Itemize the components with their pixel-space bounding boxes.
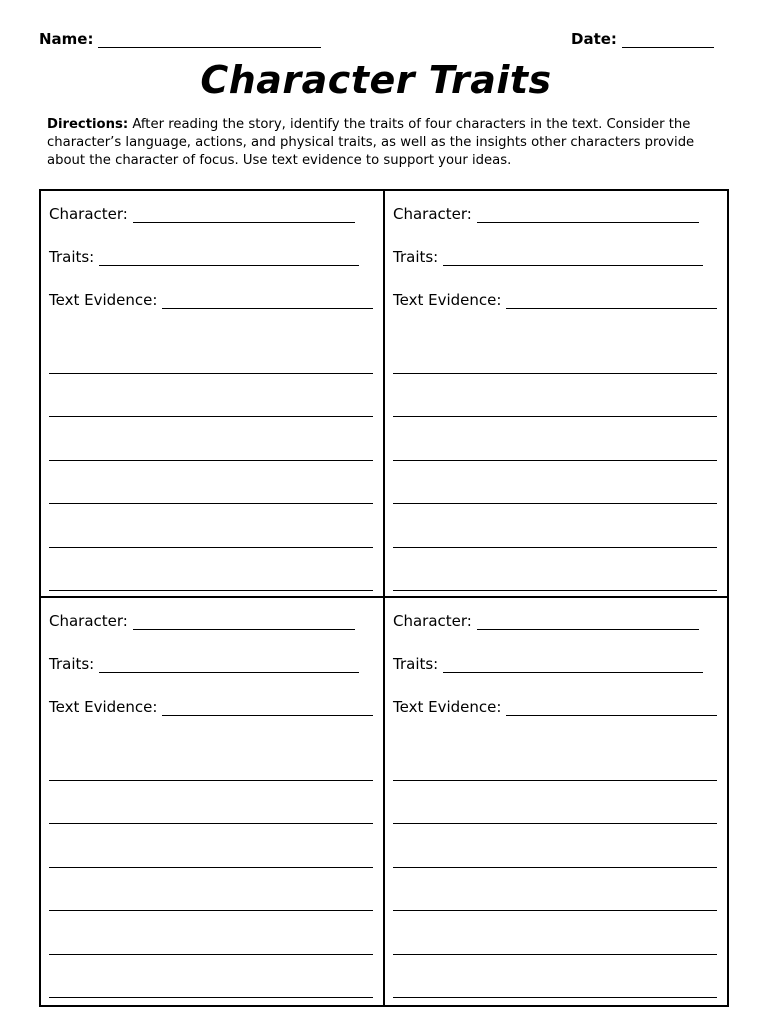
traits-label: Traits:: [393, 248, 439, 266]
character-field[interactable]: [49, 201, 373, 223]
evidence-writing-line[interactable]: [49, 504, 373, 548]
directions-text: After reading the story, identify the traits of four characters in the text. Consider the character’s language, actions, and physical traits, as well as the insights other characters provide about the character of focus. Use text evidence to support your ideas.: [47, 117, 695, 168]
text-evidence-blank-line[interactable]: [506, 701, 717, 716]
text-evidence-label: Text Evidence:: [49, 698, 158, 716]
evidence-writing-line[interactable]: [393, 824, 717, 868]
traits-blank-line[interactable]: [443, 658, 703, 673]
evidence-writing-line[interactable]: [393, 504, 717, 548]
date-field[interactable]: [571, 30, 714, 48]
evidence-writing-line[interactable]: [393, 548, 717, 592]
text-evidence-field[interactable]: [393, 694, 717, 716]
evidence-lines: [49, 330, 373, 591]
evidence-writing-line[interactable]: [49, 374, 373, 418]
text-evidence-label: Text Evidence:: [49, 291, 158, 309]
character-field[interactable]: [49, 608, 373, 630]
character-blank-line[interactable]: [477, 208, 699, 223]
page-title: Character Traits: [200, 58, 552, 102]
evidence-writing-line[interactable]: [49, 461, 373, 505]
character-blank-line[interactable]: [477, 615, 699, 630]
evidence-writing-line[interactable]: [393, 781, 717, 825]
text-evidence-field[interactable]: [49, 287, 373, 309]
traits-label: Traits:: [393, 655, 439, 673]
evidence-lines: [393, 737, 717, 998]
evidence-writing-line[interactable]: [393, 737, 717, 781]
character-box: [41, 191, 385, 598]
character-box: [41, 598, 385, 1005]
evidence-writing-line[interactable]: [393, 955, 717, 999]
header-row: [39, 30, 715, 54]
character-label: Character:: [393, 612, 472, 630]
evidence-lines: [49, 737, 373, 998]
evidence-writing-line[interactable]: [393, 911, 717, 955]
evidence-lines: [393, 330, 717, 591]
evidence-writing-line[interactable]: [49, 417, 373, 461]
traits-blank-line[interactable]: [443, 251, 703, 266]
character-label: Character:: [49, 612, 128, 630]
directions: [47, 116, 727, 170]
trait-boxes-grid: [39, 189, 729, 1007]
traits-field[interactable]: [49, 651, 373, 673]
character-blank-line[interactable]: [133, 208, 355, 223]
text-evidence-field[interactable]: [393, 287, 717, 309]
character-field[interactable]: [393, 608, 717, 630]
text-evidence-label: Text Evidence:: [393, 291, 502, 309]
character-box: [385, 191, 727, 598]
directions-label: Directions:: [47, 117, 129, 132]
name-field[interactable]: [39, 30, 321, 48]
evidence-writing-line[interactable]: [49, 548, 373, 592]
text-evidence-blank-line[interactable]: [162, 701, 373, 716]
evidence-writing-line[interactable]: [49, 955, 373, 999]
text-evidence-field[interactable]: [49, 694, 373, 716]
date-label: Date:: [571, 30, 617, 48]
traits-field[interactable]: [49, 244, 373, 266]
character-field[interactable]: [393, 201, 717, 223]
evidence-writing-line[interactable]: [49, 911, 373, 955]
character-blank-line[interactable]: [133, 615, 355, 630]
evidence-writing-line[interactable]: [49, 781, 373, 825]
evidence-writing-line[interactable]: [393, 374, 717, 418]
evidence-writing-line[interactable]: [393, 461, 717, 505]
traits-blank-line[interactable]: [99, 251, 359, 266]
character-label: Character:: [49, 205, 128, 223]
name-label: Name:: [39, 30, 94, 48]
traits-field[interactable]: [393, 244, 717, 266]
evidence-writing-line[interactable]: [393, 868, 717, 912]
text-evidence-blank-line[interactable]: [162, 294, 373, 309]
traits-label: Traits:: [49, 655, 95, 673]
text-evidence-label: Text Evidence:: [393, 698, 502, 716]
name-blank-line[interactable]: [98, 33, 321, 48]
traits-blank-line[interactable]: [99, 658, 359, 673]
evidence-writing-line[interactable]: [393, 330, 717, 374]
character-label: Character:: [393, 205, 472, 223]
character-box: [385, 598, 727, 1005]
evidence-writing-line[interactable]: [49, 330, 373, 374]
traits-label: Traits:: [49, 248, 95, 266]
text-evidence-blank-line[interactable]: [506, 294, 717, 309]
traits-field[interactable]: [393, 651, 717, 673]
evidence-writing-line[interactable]: [49, 737, 373, 781]
evidence-writing-line[interactable]: [393, 417, 717, 461]
evidence-writing-line[interactable]: [49, 824, 373, 868]
evidence-writing-line[interactable]: [49, 868, 373, 912]
date-blank-line[interactable]: [622, 33, 714, 48]
